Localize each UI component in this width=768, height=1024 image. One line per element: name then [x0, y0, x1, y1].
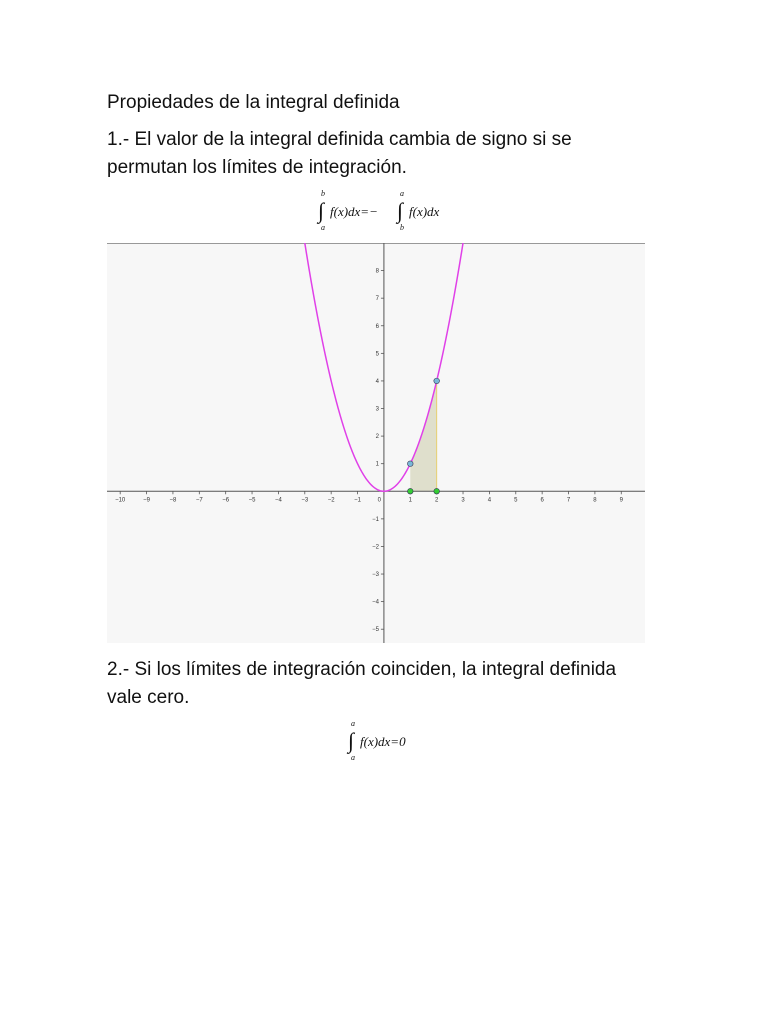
x-tick-label: 1	[408, 497, 412, 504]
formula-1-left-lower-limit: a	[321, 223, 325, 232]
y-tick-label: 8	[375, 268, 379, 275]
x-tick-label: 6	[540, 497, 544, 504]
y-tick-label: −1	[372, 516, 379, 523]
x-tick-label: 9	[619, 497, 623, 504]
property-2-line-1: 2.- Si los límites de integración coinciden, la integral definida	[107, 659, 617, 680]
y-tick-label: 4	[375, 378, 379, 385]
y-tick-label: 6	[375, 323, 379, 330]
formula-1-right-body: f(x)dx	[409, 204, 440, 219]
x-tick-label: 2	[434, 497, 439, 504]
x-tick-label: 5	[514, 497, 518, 504]
function-graph	[107, 243, 645, 643]
x-tick-label: −2	[327, 497, 335, 504]
x-tick-label: −7	[195, 497, 203, 504]
x-tick-label: −9	[143, 497, 150, 504]
curve-point	[434, 378, 440, 384]
curve-point	[407, 461, 413, 467]
formula-2-upper-limit: a	[351, 719, 355, 728]
x-tick-label: −3	[301, 497, 309, 504]
y-tick-label: 1	[375, 461, 379, 468]
x-tick-label: −6	[222, 497, 230, 504]
property-2-line-2: vale cero.	[107, 687, 190, 708]
x-tick-label: 8	[593, 497, 597, 504]
x-tick-label: −10	[115, 497, 126, 504]
formula-2-body: f(x)dx=0	[360, 734, 406, 749]
formula-1-right-lower-limit: b	[400, 223, 404, 232]
formula-1-left-body: f(x)dx=−	[330, 204, 378, 219]
formula-1-right-upper-limit: a	[400, 189, 404, 198]
x-tick-label: 4	[487, 497, 492, 504]
formula-1	[312, 188, 472, 234]
x-tick-label: 7	[566, 497, 571, 504]
x-tick-label: −1	[354, 497, 361, 504]
x-tick-label: −8	[169, 497, 177, 504]
y-tick-label: −2	[372, 544, 379, 551]
y-tick-label: 3	[375, 406, 379, 413]
x-tick-label: −4	[274, 497, 282, 504]
x-tick-label: −5	[248, 497, 256, 504]
formula-1-left-upper-limit: b	[321, 189, 325, 198]
y-tick-label: 7	[375, 296, 379, 303]
graph-background	[107, 243, 645, 643]
axis-point	[434, 488, 440, 494]
x-tick-label: 0	[377, 497, 381, 504]
y-tick-label: −4	[372, 599, 379, 606]
page-title: Propiedades de la integral definida	[107, 92, 400, 113]
formula-2-lower-limit: a	[351, 753, 355, 762]
integral-sign-icon: ∫	[397, 198, 404, 223]
property-1-line-2: permutan los límites de integración.	[107, 157, 407, 178]
property-1-line-1: 1.- El valor de la integral definida cambia de signo si se	[107, 129, 572, 150]
integral-sign-icon: ∫	[348, 728, 355, 753]
formula-2	[342, 718, 442, 764]
axis-point	[407, 488, 413, 494]
y-tick-label: 2	[375, 434, 379, 441]
x-tick-label: 3	[461, 497, 465, 504]
y-tick-label: −3	[372, 572, 379, 579]
integral-sign-icon: ∫	[318, 198, 325, 223]
y-tick-label: −5	[372, 627, 379, 634]
y-tick-label: 5	[375, 351, 379, 358]
